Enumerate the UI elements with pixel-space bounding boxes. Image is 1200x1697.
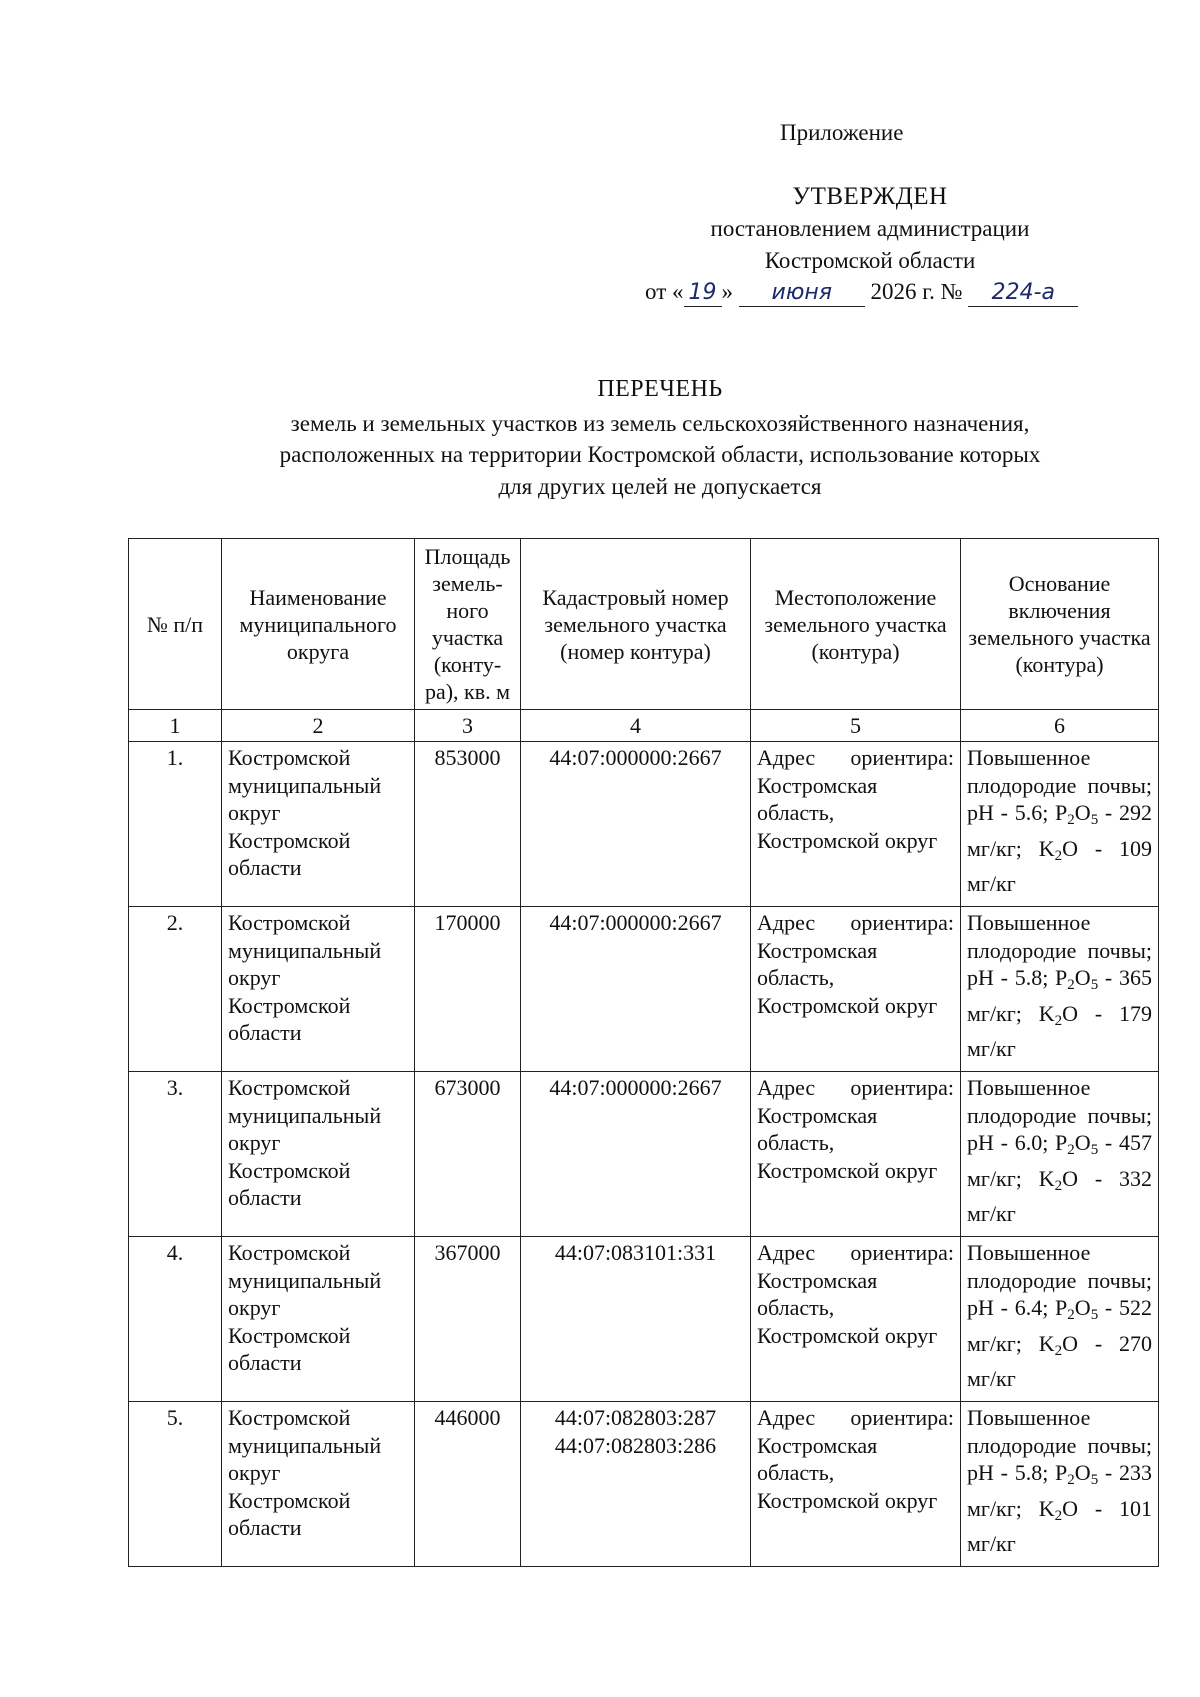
document-subtitle-line-1: земель и земельных участков из земель сельскохозяйственного назначения,: [290, 411, 1030, 436]
basis-text: - 292 мг/кг; K: [967, 800, 1153, 861]
row-number: 4.: [129, 1237, 222, 1402]
appendix-label: Приложение: [780, 120, 904, 145]
district-cell: Костромской муниципальный округ Костромской области: [222, 1237, 415, 1402]
column-header-district: Наименование муниципального округа: [222, 539, 415, 710]
cadastral-number: 44:07:082803:286: [554, 1432, 717, 1458]
basis-text: O: [1074, 1460, 1091, 1485]
table-row: [129, 1402, 1159, 1567]
area-cell: 367000: [415, 1237, 521, 1402]
column-header-basis: Основание включения земельного участка (контура): [961, 539, 1159, 710]
column-number: 2: [222, 710, 415, 742]
basis-text: - 457 мг/кг; K: [967, 1130, 1153, 1191]
basis-text: Повышенное плодородие почвы; pH - 5.6; P: [967, 745, 1152, 825]
date-mid: »: [721, 279, 733, 304]
cadastral-number: 44:07:000000:2667: [549, 910, 722, 935]
document-number-handwritten: 224-а: [968, 280, 1078, 307]
document-subtitle-line-3: для других целей не допускается: [498, 474, 822, 499]
cadastral-cell: [521, 742, 751, 907]
subscript: 5: [1090, 1307, 1099, 1323]
column-number: 6: [961, 710, 1159, 742]
date-year: 2026 г. №: [870, 279, 963, 304]
cadastral-cell: [521, 907, 751, 1072]
location-cell: Адрес ориентира: Костромская область, Костромской округ: [751, 1402, 961, 1567]
basis-text: - 522 мг/кг; K: [967, 1295, 1153, 1356]
approved-by-line-1: постановлением администрации: [710, 216, 1030, 241]
cadastral-number: 44:07:000000:2667: [549, 745, 722, 770]
date-prefix: от «: [645, 279, 684, 304]
district-cell: Костромской муниципальный округ Костромской области: [222, 742, 415, 907]
basis-text: O - 109 мг/кг: [967, 835, 1152, 896]
subscript: 2: [1054, 1507, 1063, 1524]
basis-text: Повышенное плодородие почвы; pH - 6.0; P: [967, 1075, 1152, 1155]
document-subtitle-line-2: расположенных на территории Костромской области, использование которых: [279, 442, 1041, 467]
area-cell: 170000: [415, 907, 521, 1072]
date-day-handwritten: 19: [684, 280, 722, 307]
area-cell: 853000: [415, 742, 521, 907]
basis-text: O - 332 мг/кг: [967, 1165, 1152, 1226]
basis-text: O - 270 мг/кг: [967, 1330, 1152, 1391]
subscript: 2: [1054, 1177, 1063, 1194]
land-plots-table: [128, 538, 1159, 1567]
document-title: ПЕРЕЧЕНЬ: [597, 376, 723, 402]
row-number: 2.: [129, 907, 222, 1072]
cadastral-cell: [521, 1237, 751, 1402]
subscript: 2: [1054, 1342, 1063, 1359]
basis-cell: [961, 1402, 1159, 1567]
location-cell: Адрес ориентира: Костромская область, Костромской округ: [751, 742, 961, 907]
subscript: 2: [1067, 1472, 1075, 1488]
location-cell: Адрес ориентира: Костромская область, Костромской округ: [751, 1237, 961, 1402]
subscript: 5: [1090, 1472, 1099, 1488]
column-number-row: [129, 710, 1159, 742]
table-header-row: [129, 539, 1159, 710]
location-cell: Адрес ориентира: Костромская область, Костромской округ: [751, 907, 961, 1072]
column-number: 3: [415, 710, 521, 742]
district-cell: Костромской муниципальный округ Костромской области: [222, 1402, 415, 1567]
basis-cell: [961, 742, 1159, 907]
cadastral-number: 44:07:083101:331: [554, 1240, 717, 1265]
location-cell: Адрес ориентира: Костромская область, Костромской округ: [751, 1072, 961, 1237]
column-number: 1: [129, 710, 222, 742]
subscript: 2: [1067, 812, 1075, 828]
column-header-number: № п/п: [129, 539, 222, 710]
column-number: 5: [751, 710, 961, 742]
column-header-location: Местоположение земельного участка (контура): [751, 539, 961, 710]
basis-cell: [961, 1072, 1159, 1237]
subscript: 2: [1067, 1307, 1075, 1323]
column-number: 4: [521, 710, 751, 742]
approved-label: УТВЕРЖДЕН: [792, 183, 948, 210]
table-row: [129, 907, 1159, 1072]
district-cell: Костромской муниципальный округ Костромской области: [222, 907, 415, 1072]
basis-text: Повышенное плодородие почвы; pH - 5.8; P: [967, 1405, 1152, 1485]
basis-text: - 365 мг/кг; K: [967, 965, 1153, 1026]
basis-cell: [961, 1237, 1159, 1402]
subscript: 2: [1054, 847, 1063, 864]
basis-text: O: [1074, 800, 1091, 825]
area-cell: 446000: [415, 1402, 521, 1567]
basis-text: O: [1074, 965, 1091, 990]
row-number: 1.: [129, 742, 222, 907]
basis-cell: [961, 907, 1159, 1072]
basis-text: O - 101 мг/кг: [967, 1495, 1152, 1556]
basis-text: - 233 мг/кг; K: [967, 1460, 1153, 1521]
row-number: 5.: [129, 1402, 222, 1567]
basis-text: O: [1074, 1295, 1091, 1320]
table-row: [129, 1237, 1159, 1402]
basis-text: O: [1074, 1130, 1091, 1155]
basis-text: O - 179 мг/кг: [967, 1000, 1152, 1061]
cadastral-number: 44:07:000000:2667: [549, 1075, 722, 1100]
date-month-handwritten: июня: [739, 280, 865, 307]
cadastral-cell: [521, 1402, 751, 1567]
district-cell: Костромской муниципальный округ Костромской области: [222, 1072, 415, 1237]
row-number: 3.: [129, 1072, 222, 1237]
subscript: 5: [1090, 1142, 1099, 1158]
subscript: 2: [1054, 1012, 1063, 1029]
column-header-cadastral: Кадастровый номер земельного участка (номер контура): [521, 539, 751, 710]
subscript: 2: [1067, 977, 1075, 993]
column-header-area: Площадь земель-ного участка (конту-ра), кв. м: [415, 539, 521, 710]
area-cell: 673000: [415, 1072, 521, 1237]
approved-by-line-2: Костромской области: [764, 248, 976, 273]
subscript: 5: [1090, 977, 1099, 993]
subscript: 5: [1090, 812, 1099, 828]
cadastral-number: 44:07:082803:287: [554, 1405, 717, 1430]
approval-date-line: [645, 279, 1078, 307]
table-row: [129, 1072, 1159, 1237]
basis-text: Повышенное плодородие почвы; pH - 6.4; P: [967, 1240, 1152, 1320]
table-row: [129, 742, 1159, 907]
subscript: 2: [1067, 1142, 1075, 1158]
basis-text: Повышенное плодородие почвы; pH - 5.8; P: [967, 910, 1152, 990]
cadastral-cell: [521, 1072, 751, 1237]
